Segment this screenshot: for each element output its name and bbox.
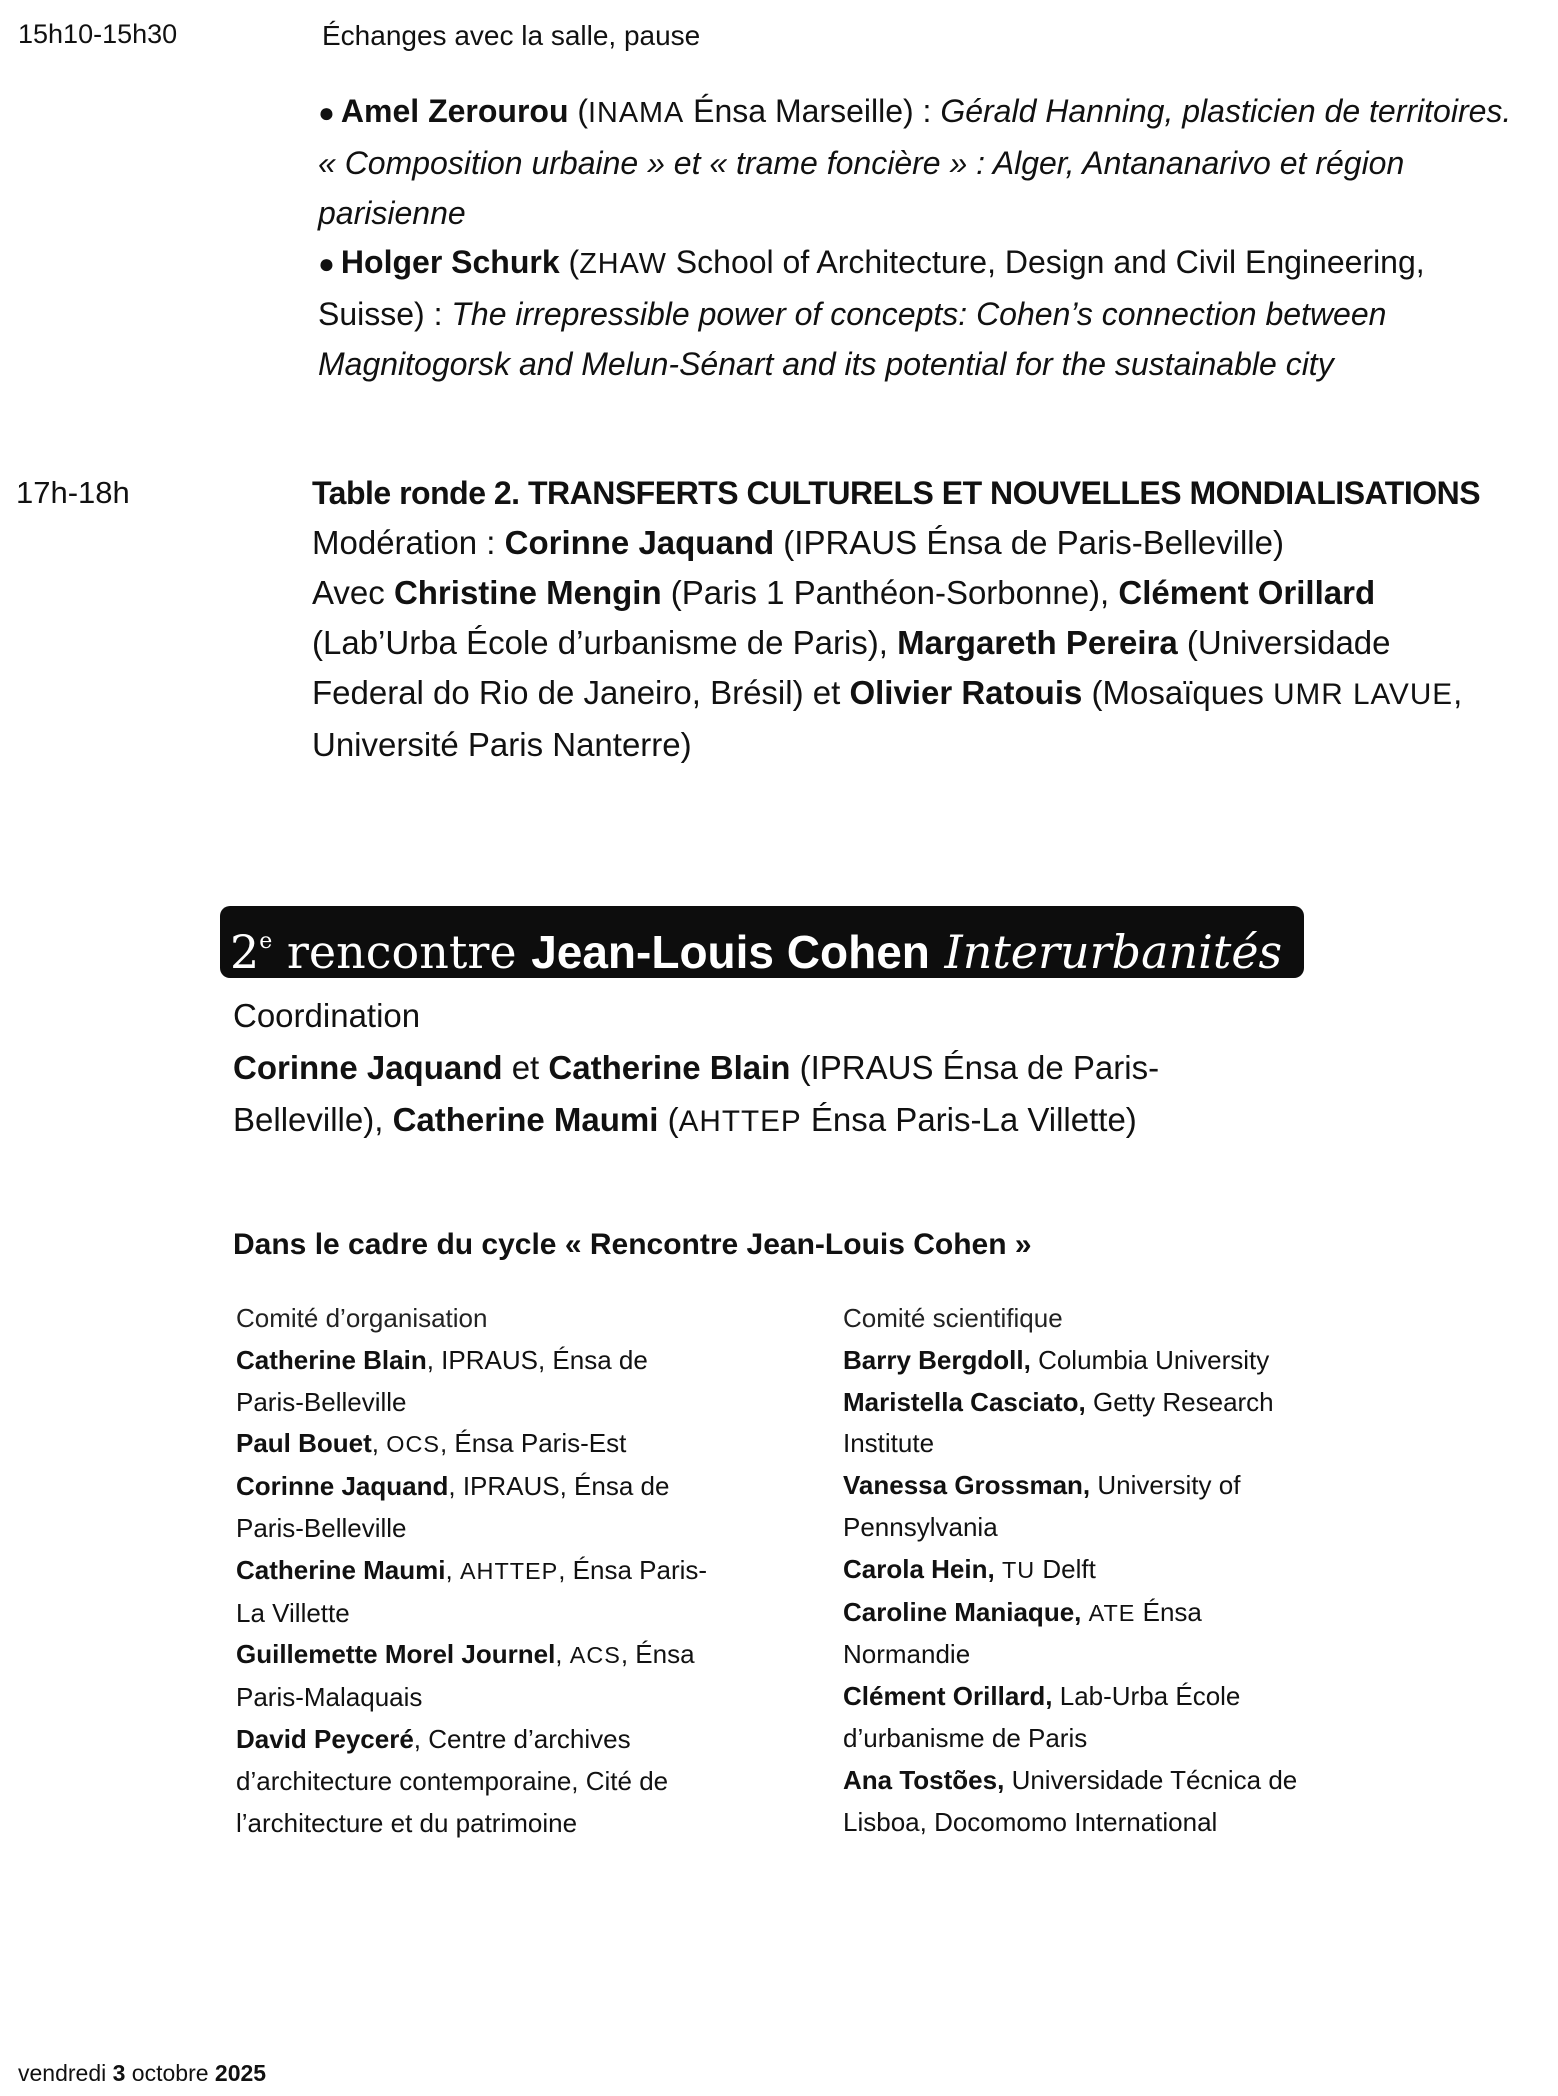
panelist-name: Christine Mengin [393, 574, 662, 611]
member-separator [1053, 1681, 1060, 1711]
talk-2: ● Holger Schurk (ZHAW School of Architecture, Design and Civil Engineering, Suisse) : The irrepressible power of concepts: Cohen’s connection between Magnitogorsk and Melun-Sénart and its potential for the sustainable city [318, 244, 1425, 382]
member-name: Ana Tostões, [843, 1764, 1005, 1795]
avec-label: Avec [312, 574, 394, 611]
coordination-label: Coordination [233, 997, 421, 1034]
member-name: Caroline Maniaque, [843, 1596, 1082, 1627]
coordination-et: et [502, 1049, 549, 1086]
panelist-org: (Lab’Urba École d’urbanisme de Paris), [312, 624, 898, 661]
scientific-heading: Comité scientifique [843, 1303, 1063, 1333]
member-separator [1004, 1765, 1011, 1795]
talk-title: The irrepressible power of concepts: Cohen’s connection between Magnitogorsk and Melun-Sénart and its potential for the sustainable city [318, 296, 1387, 382]
member-separator [1031, 1345, 1038, 1375]
scientific-committee [843, 1298, 1313, 1843]
organisation-list [236, 1340, 716, 1845]
committee-member [843, 1760, 1313, 1844]
member-separator: , [413, 1723, 429, 1754]
coordination-names [233, 1042, 1233, 1148]
coordinator-name: Catherine Blain [548, 1049, 791, 1086]
committee-member [236, 1550, 716, 1635]
moderator-name: Corinne Jaquand [504, 524, 775, 561]
member-separator: , [426, 1344, 442, 1375]
committee-member [843, 1382, 1313, 1466]
member-separator: , [445, 1554, 460, 1585]
banner-word: rencontre [272, 925, 532, 979]
panelist-org: , Université Paris Nanterre) [312, 674, 1463, 763]
member-separator [1081, 1597, 1088, 1627]
banner-name: Jean-Louis Cohen [531, 926, 930, 978]
member-org-acronym: ATE [1088, 1599, 1136, 1626]
member-separator [995, 1554, 1002, 1584]
committee-member [843, 1340, 1313, 1382]
coordinator-name: Corinne Jaquand [233, 1049, 503, 1086]
member-org: , Énsa Paris-Malaquais [236, 1639, 695, 1713]
member-separator: , [371, 1428, 387, 1459]
member-org: Centre d’archives d’architecture contemporaine, Cité de l’architecture et du patrimoine [236, 1723, 669, 1838]
committee-member [236, 1466, 716, 1550]
panelist-name: Clément Orillard [1118, 574, 1376, 611]
member-org-acronym: OCS [386, 1431, 440, 1458]
footer-day: vendredi [18, 2060, 113, 2086]
speaker-name: Holger Schurk [340, 244, 560, 280]
member-org: Delft [1035, 1553, 1096, 1584]
footer-date [18, 2060, 266, 2087]
speaker-org: School of Architecture, Design and Civil Engineering, Suisse) : [318, 244, 1425, 332]
talk-title: Gérald Hanning, plasticien de territoires. « Composition urbaine » et « trame foncière » : Alger, Antananarivo et région parisienne [318, 93, 1512, 231]
organisation-heading: Comité d’organisation [236, 1303, 488, 1333]
banner-number: 2 [230, 925, 260, 979]
talk-1: ● Amel Zerourou (INAMA Énsa Marseille) : Gérald Hanning, plasticien de territoires. « Composition urbaine » et « trame foncière » : Alger, Antananarivo et région parisienne [318, 93, 1512, 231]
committee-member [843, 1465, 1313, 1549]
committee-member [236, 1634, 716, 1719]
cycle-title: Dans le cadre du cycle « Rencontre Jean-Louis Cohen » [233, 1228, 1032, 1261]
member-org: Lab-Urba École d’urbanisme de Paris [843, 1681, 1241, 1753]
scientific-list [843, 1340, 1313, 1844]
footer-year: 2025 [214, 2060, 267, 2086]
member-name: Paul Bouet [236, 1428, 372, 1459]
committee-member [843, 1549, 1313, 1592]
member-org-acronym: TU [1001, 1556, 1036, 1583]
member-name: David Peyceré [236, 1723, 414, 1754]
member-name: Maristella Casciato, [843, 1386, 1086, 1417]
member-separator: , [448, 1471, 463, 1502]
session2-time: 17h-18h [16, 475, 130, 510]
organisation-committee [236, 1298, 716, 1844]
member-org: , Énsa Paris-Est [439, 1428, 627, 1459]
member-org: IPRAUS, Énsa de Paris-Belleville [236, 1471, 670, 1543]
member-org: Universidade Técnica de Lisboa, Docomomo International [843, 1764, 1298, 1837]
member-name: Vanessa Grossman, [843, 1470, 1091, 1501]
member-name: Catherine Blain [236, 1344, 427, 1375]
member-org: Columbia University [1038, 1344, 1270, 1375]
panelist-org: (Universidade Federal do Rio de Janeiro, Brésil) et [312, 624, 1391, 711]
member-name: Catherine Maumi [236, 1554, 446, 1585]
pause-text: Échanges avec la salle, pause [322, 20, 701, 51]
member-org-acronym: AHTTEP [459, 1557, 559, 1584]
member-name: Guillemette Morel Journel [236, 1639, 556, 1670]
member-org: Énsa Normandie [843, 1596, 1202, 1670]
member-org-acronym: ACS [569, 1642, 621, 1669]
footer-month: octobre [125, 2060, 215, 2086]
member-name: Corinne Jaquand [236, 1471, 449, 1502]
member-org: Getty Research Institute [843, 1386, 1274, 1459]
member-name: Barry Bergdoll, [843, 1344, 1031, 1375]
coordinator-org: (IPRAUS Énsa de Paris-Belleville), [233, 1049, 1160, 1138]
org-acronym: INAMA [588, 97, 685, 129]
speaker-name: Amel Zerourou [340, 93, 569, 129]
banner-sup: e [259, 929, 273, 954]
round-table [312, 468, 1522, 770]
panelist-org: (Paris 1 Panthéon-Sorbonne), [661, 574, 1119, 611]
committee-member [236, 1423, 716, 1466]
committee-member [843, 1676, 1313, 1760]
moderation-line [312, 518, 1522, 568]
committee-member [843, 1592, 1313, 1677]
member-org: University of Pennsylvania [843, 1470, 1241, 1542]
moderation-label: Modération : [312, 524, 505, 561]
session1-time: 15h10-15h30 [18, 19, 178, 49]
org-acronym: ZHAW [579, 248, 667, 280]
moderator-org: (IPRAUS Énsa de Paris-Belleville) [774, 524, 1284, 561]
speaker-org: Énsa Marseille) : [684, 93, 941, 129]
footer-date-num: 3 [112, 2060, 126, 2086]
coordinator-name: Catherine Maumi [392, 1101, 659, 1138]
member-separator [1086, 1387, 1093, 1417]
panelist-name: Margareth Pereira [897, 624, 1178, 661]
member-name: Carola Hein, [843, 1553, 995, 1584]
bullet-icon: ● [318, 248, 335, 279]
bullet-icon: ● [318, 97, 335, 128]
event-banner [220, 906, 1304, 978]
panelist-org-acronym: UMR LAVUE [1273, 678, 1454, 711]
member-separator: , [555, 1639, 570, 1670]
round-table-title: Table ronde 2. TRANSFERTS CULTURELS ET NOUVELLES MONDIALISATIONS [312, 475, 1481, 511]
committee-member [236, 1719, 716, 1844]
panelists [312, 568, 1492, 770]
panelist-name: Olivier Ratouis [849, 674, 1083, 711]
member-name: Clément Orillard, [843, 1681, 1053, 1712]
banner-subtitle: Interurbanités [929, 925, 1283, 979]
coordinator-org: Énsa Paris-La Villette) [801, 1101, 1137, 1138]
coordinator-org: ( [658, 1101, 679, 1138]
panelist-org: (Mosaïques [1082, 674, 1274, 711]
coordination [233, 990, 1233, 1148]
member-org: , Énsa Paris-La Villette [236, 1554, 708, 1628]
coordinator-org-acronym: AHTTEP [678, 1105, 802, 1138]
committee-member [236, 1340, 716, 1424]
member-org: IPRAUS, Énsa de Paris-Belleville [236, 1344, 648, 1417]
